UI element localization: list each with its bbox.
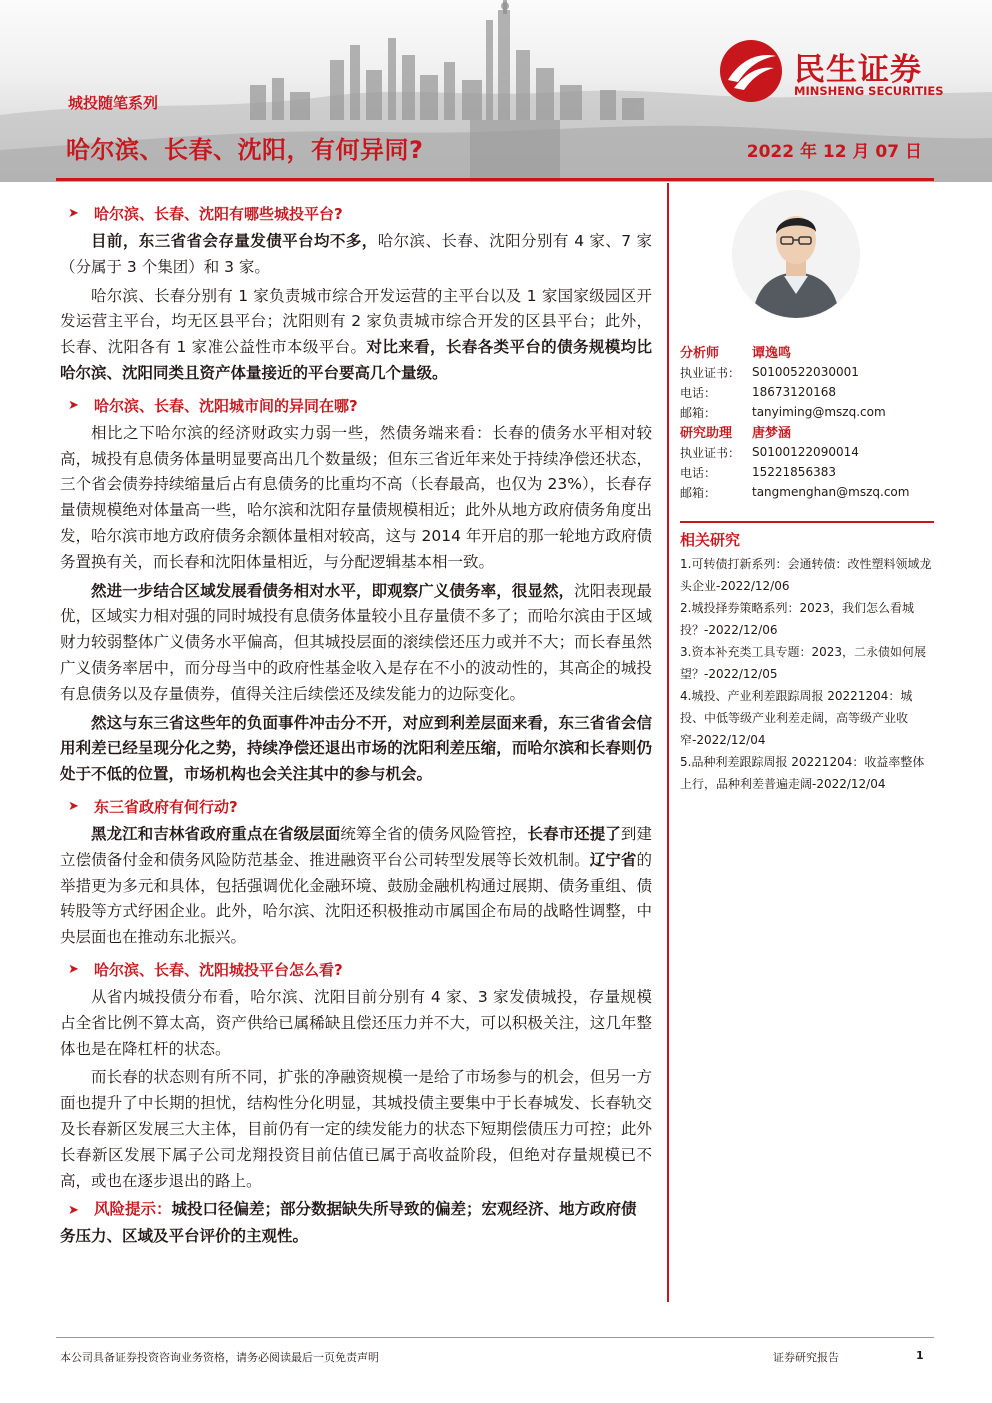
field-value: 15221856383 <box>752 465 836 479</box>
bold-text: 长春市还提了 <box>527 824 621 843</box>
body-text: 相比之下哈尔滨的经济财政实力弱一些，然债务端来看：长春的债务水平相对较高，城投有息债务体量明显要高出几个数量级；但东三省近年来处于持续净偿还状态，三个省会债券持续缩量后占有息债务的比重均不高（长春最高，也仅为 23%），长春存量债规模绝对体量高一些，哈尔滨和沈阳存量债规模相近；此外从地方政府债务角度出发，哈尔滨市地方政府债务余额体量相对较高，这与 2014 年开启的那一轮地方政府债务置换有关，而长春和沈阳体量相近，与分配逻辑基本相一致。 <box>60 423 652 571</box>
arrow-bullet-icon: ➤ <box>68 1203 79 1219</box>
body-text: 的举措更为多元和具体，包括强调优化金融环境、鼓励金融机构通过展期、债务重组、债转股等方式纾困企业。此外，哈尔滨、沈阳还积极推动市属国企布局的战略性调整，中央层面也在推动东北振兴。 <box>60 850 652 947</box>
paragraph <box>60 985 652 1062</box>
bold-text: 辽宁省 <box>589 850 637 869</box>
column-divider <box>667 183 669 1302</box>
analyst-card <box>680 341 935 422</box>
risk-warning-label: 风险提示： <box>94 1200 172 1219</box>
paragraph <box>60 229 652 281</box>
arrow-bullet-icon: ➤ <box>68 961 79 977</box>
section-heading-text: 东三省政府有何行动? <box>94 797 238 816</box>
field-value: 18673120168 <box>752 385 836 399</box>
field-value: S0100522030001 <box>752 365 859 379</box>
logo-english-text: MINSHENG SECURITIES <box>794 84 944 98</box>
related-research-list <box>680 553 932 795</box>
footer-disclaimer: 本公司具备证券投资咨询业务资格，请务必阅读最后一页免责声明 <box>60 1351 379 1364</box>
analyst-photo <box>732 190 860 318</box>
footer-divider <box>56 1337 934 1338</box>
related-research-heading: 相关研究 <box>680 531 741 549</box>
related-research-item[interactable]: 5.品种利差跟踪周报 20221204：收益率整体上行，品种利差普遍走阔-2022/12/04 <box>680 755 925 791</box>
analyst-role: 研究助理 <box>680 426 733 441</box>
field-label: 执业证书： <box>680 365 741 380</box>
body-text: 哈尔滨、长春分别有 1 家负责城市综合开发运营的主平台以及 1 家国家级园区开发运营主平台，均无区县平台；沈阳则有 2 家负责城市综合开发的区县平台；此外，长春、沈阳各有 1 家准公益性市本级平台。 <box>60 286 652 357</box>
risk-warning <box>60 1197 652 1250</box>
analyst-heading <box>680 341 935 362</box>
analyst-field <box>680 362 935 382</box>
bold-text: 然进一步结合区域发展看债务相对水平，即观察广义债务率，很显然， <box>91 581 575 600</box>
paragraph <box>60 822 652 951</box>
field-label: 执业证书： <box>680 445 741 460</box>
report-body <box>60 198 652 1250</box>
analyst-field <box>680 382 935 402</box>
analyst-role: 分析师 <box>680 346 720 361</box>
analyst-name: 谭逸鸣 <box>752 346 792 361</box>
bold-text: 然这与东三省这些年的负面事件冲击分不开，对应到利差层面来看，东三省省会信用利差已经呈现分化之势，持续净偿还退出市场的沈阳利差压缩，而哈尔滨和长春则仍处于不低的位置，市场机构也会关注其中的参与机会。 <box>60 713 652 784</box>
risk-warning-text: 城投口径偏差；部分数据缺失所导致的偏差；宏观经济、地方政府债务压力、区域及平台评价的主观性。 <box>60 1200 637 1246</box>
paragraph <box>60 284 652 387</box>
minsheng-logo <box>718 38 944 104</box>
arrow-bullet-icon: ➤ <box>68 798 79 814</box>
analyst-heading <box>680 421 935 442</box>
section-heading-text: 哈尔滨、长春、沈阳有哪些城投平台? <box>94 205 343 223</box>
bold-text: 黑龙江和吉林省政府重点在省级层面 <box>91 824 341 843</box>
analyst-field <box>680 462 935 482</box>
analyst-field <box>680 402 935 422</box>
bold-text: 目前，东三省省会存量发债平台均不多， <box>91 232 378 250</box>
section-heading <box>60 198 652 229</box>
report-date: 2022 年 12 月 07 日 <box>746 142 922 162</box>
field-label: 邮箱： <box>680 405 717 420</box>
email-link[interactable]: tanyiming@mszq.com <box>752 405 886 419</box>
body-text: 从省内城投债分布看，哈尔滨、沈阳目前分别有 4 家、3 家发债城投，存量规模占全省比例不算太高，资产供给已属稀缺且偿还压力并不大，可以积极关注，这几年整体也是在降杠杆的状态。 <box>60 987 652 1058</box>
page-number: 1 <box>916 1349 924 1362</box>
section-heading-text: 哈尔滨、长春、沈阳城市间的异同在哪? <box>94 396 358 415</box>
arrow-bullet-icon: ➤ <box>68 397 79 413</box>
footer-report-type: 证券研究报告 <box>773 1351 839 1364</box>
email-link[interactable]: tangmenghan@mszq.com <box>752 485 910 499</box>
minsheng-logo-icon <box>718 38 784 104</box>
arrow-bullet-icon: ➤ <box>68 206 79 221</box>
body-text: 而长春的状态则有所不同，扩张的净融资规模一是给了市场参与的机会，但另一方面也提升了中长期的担忧，结构性分化明显，其城投债主要集中于长春城发、长春轨交及长春新区发展三大主体，目前仍有一定的续发能力的状态下短期偿债压力可控；此外长春新区发展下属子公司龙翔投资目前估值已属于高收益阶段，但绝对存量规模已不高，或也在逐步退出的路上。 <box>60 1068 652 1190</box>
field-label: 电话： <box>680 385 717 400</box>
section-heading <box>60 390 652 421</box>
sidebar-divider <box>680 521 934 523</box>
analyst-card <box>680 421 935 502</box>
bold-text: 对比来看，长春各类平台的债务规模均比哈尔滨、沈阳同类且资产体量接近的平台要高几个量级。 <box>60 338 652 382</box>
field-label: 电话： <box>680 465 717 480</box>
section-heading <box>60 791 652 822</box>
body-text: 到建立偿债备付金和债务风险防范基金、推进融资平台公司转型发展等长效机制。 <box>60 824 652 869</box>
header-divider <box>56 178 934 181</box>
section-heading <box>60 954 652 985</box>
related-research-item[interactable]: 4.城投、产业利差跟踪周报 20221204：城投、中低等级产业利差走阔，高等级产业收窄-2022/12/04 <box>680 689 913 747</box>
related-research-item[interactable]: 3.资本补充类工具专题：2023，二永债如何展望？-2022/12/05 <box>680 645 926 681</box>
analyst-field <box>680 442 935 462</box>
paragraph <box>60 1065 652 1194</box>
logo-chinese-text: 民生证券 <box>794 52 922 88</box>
field-value: S0100122090014 <box>752 445 859 459</box>
paragraph <box>60 421 652 576</box>
analyst-name: 唐梦涵 <box>752 426 792 441</box>
field-label: 邮箱： <box>680 485 717 500</box>
body-text: 统筹全省的债务风险管控， <box>340 824 528 843</box>
paragraph <box>60 579 652 708</box>
related-research-item[interactable]: 2.城投择券策略系列：2023，我们怎么看城投？-2022/12/06 <box>680 601 914 637</box>
analyst-field <box>680 482 935 502</box>
section-heading-text: 哈尔滨、长春、沈阳城投平台怎么看? <box>94 960 343 979</box>
header-banner <box>0 0 992 182</box>
paragraph <box>60 711 652 788</box>
report-title: 哈尔滨、长春、沈阳，有何异同? <box>66 136 424 164</box>
report-series-label: 城投随笔系列 <box>68 94 159 112</box>
body-text: 哈尔滨、长春、沈阳分别有 4 家、7 家（分属于 3 个集团）和 3 家。 <box>60 232 652 276</box>
body-text: 沈阳表现最优，区域实力相对强的同时城投有息债务体量较小且存量债不多了；而哈尔滨由于区域财力较弱整体广义债务水平偏高，但其城投层面的滚续偿还压力或并不大；而长春虽然广义债务率居中，而分母当中的政府性基金收入是存在不小的波动性的，其高企的城投有息债务以及存量债券，值得关注后续偿还及续发能力的边际变化。 <box>60 581 652 703</box>
related-research-item[interactable]: 1.可转债打新系列：会通转债：改性塑料领域龙头企业-2022/12/06 <box>680 557 932 593</box>
